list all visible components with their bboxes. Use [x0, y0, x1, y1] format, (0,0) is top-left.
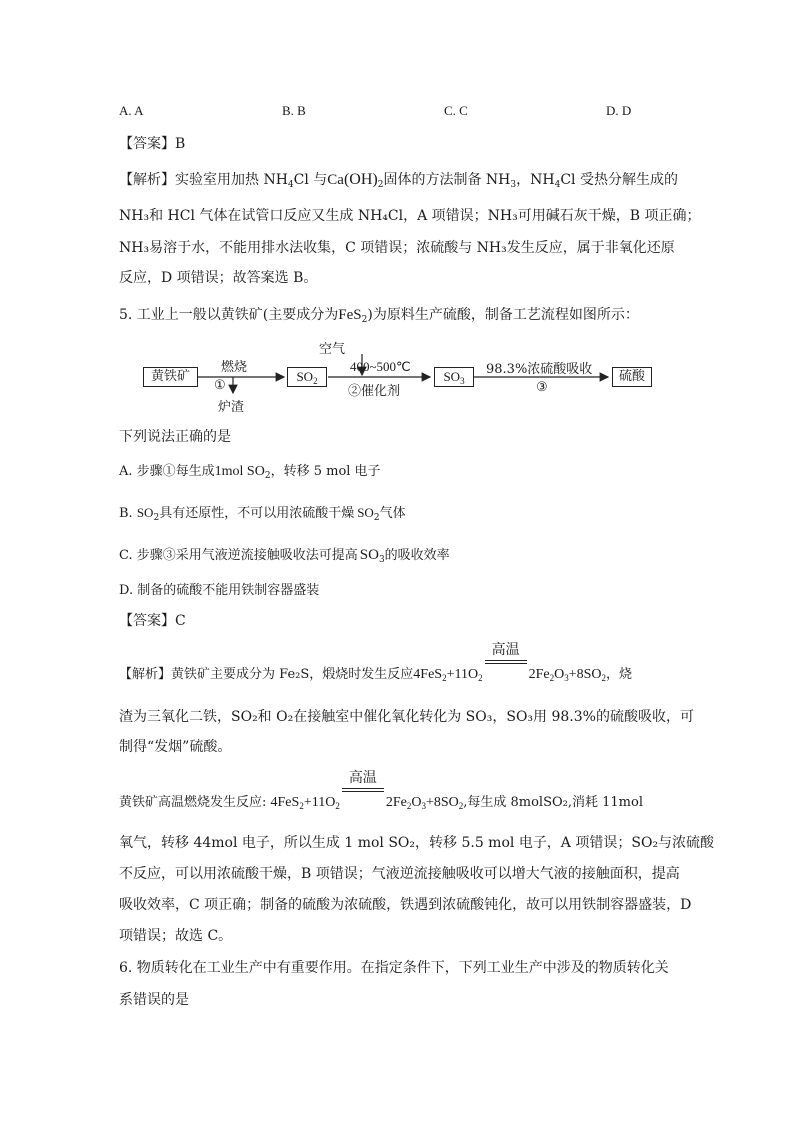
- q5-answer: 【答案】C: [119, 613, 186, 629]
- label-slag: 炉渣: [218, 400, 245, 415]
- label-burn: 燃烧: [221, 360, 248, 375]
- label-step3: ③: [536, 380, 548, 395]
- label-air: 空气: [319, 342, 346, 357]
- formula-fes: FeS: [338, 307, 362, 323]
- reaction-equation-1: $4FeS_2+11O_2$ 高温 $2Fe_2O_3+8SO_2$: [413, 642, 606, 683]
- text-segment: 实验室用加热 NH: [175, 172, 288, 188]
- text-segment: C. 步骤③采用气液逆流接触吸收法可提高: [119, 548, 358, 563]
- text-segment: ，转移 5 mol 电子: [270, 464, 381, 479]
- box-so2-text: SO: [296, 369, 314, 384]
- q5-question: 下列说法正确的是: [119, 429, 231, 445]
- q5-analysis-line-1: [119, 642, 633, 685]
- q5-analysis-line-8: 项错误；故选 C。: [119, 928, 233, 944]
- text-segment: Cl 与: [293, 172, 328, 188]
- q5-option-a: A. 步骤①每生成1mol $SO_2$，转移 5 mol 电子: [119, 464, 381, 481]
- formula-ca: Ca: [327, 172, 344, 188]
- q4-analysis-line-4: 反应，D 项错误；故答案选 B。: [119, 270, 318, 286]
- label-catalyst: ②催化剂: [348, 384, 401, 399]
- text-segment: 气体: [379, 506, 406, 521]
- option-c: C. C: [444, 103, 468, 118]
- box-sulfuric-acid: 硫酸: [612, 367, 652, 387]
- text-segment: ,每生成 8molSO₂,消耗 11mol: [463, 795, 643, 810]
- q4-analysis-line-2: NH₃和 HCl 气体在试管口反应又生成 NH₄Cl，A 项错误；NH₃可用碱石灰干燥，B 项正确；: [119, 208, 701, 224]
- formula-so3: SO: [359, 547, 379, 563]
- q5-analysis-line-5: 氧气，转移 44mol 电子，所以生成 1 mol SO₂，转移 5.5 mol 电子，A 项错误；SO₂与浓硫酸: [119, 835, 715, 851]
- q4-answer: 【答案】B: [119, 136, 186, 152]
- q5-stem: 5. 工业上一般以黄铁矿(主要成分为FeS$_2$)为原料生产硫酸，制备工艺流程如图所示：: [119, 307, 639, 325]
- condition-label: 高温: [491, 642, 520, 658]
- condition-arrow: [340, 770, 386, 806]
- q5-option-b: B. $SO_2$具有还原性，不可以用浓硫酸干燥 $SO_2$气体: [119, 505, 406, 523]
- text-segment: ，NH: [516, 172, 555, 188]
- text-segment: Cl 受热分解生成的: [560, 172, 678, 188]
- text-segment: 黄铁矿高温燃烧发生反应:: [119, 795, 271, 810]
- text-segment: 黄铁矿主要成分为 Fe₂S，煅烧时发生反应: [171, 667, 414, 682]
- box-pyrite: 黄铁矿: [143, 367, 198, 387]
- q5-analysis-line-6: 不反应，可以用浓硫酸干燥，B 项错误；气液逆流接触吸收可以增大气液的接触面积，提高: [119, 866, 680, 882]
- text-segment: A. 步骤①每生成: [119, 464, 215, 479]
- box-so3: $SO_3$: [434, 367, 474, 387]
- text-segment: 的吸收效率: [384, 548, 450, 563]
- label-temp: 400~500℃: [350, 359, 411, 374]
- label-step1: ①: [214, 378, 226, 393]
- q5-analysis-line-3: 制得“发烟”硫酸。: [119, 739, 232, 755]
- q5-option-c: C. 步骤③采用气液逆流接触吸收法可提高 $SO_3$的吸收效率: [119, 547, 450, 565]
- q4-analysis-line-3: NH₃易溶于水，不能用排水法收集，C 项错误；浓硫酸与 NH₃发生反应，属于非氧化还原: [119, 240, 675, 256]
- analysis-tag: 【解析】: [119, 667, 172, 682]
- q5-option-d: D. 制备的硫酸不能用铁制容器盛装: [119, 583, 320, 598]
- text-segment: 5. 工业上一般以黄铁矿(主要成分为: [119, 307, 339, 323]
- q5-analysis-line-7: 吸收效率，C 项正确；制备的硫酸为浓硫酸，铁遇到浓硫酸钝化，故可以用铁制容器盛装，D: [119, 897, 692, 913]
- condition-arrow: [483, 642, 529, 678]
- q5-analysis-line-2: 渣为三氧化二铁，SO₂和 O₂在接触室中催化氧化转化为 SO₃，SO₃用 98.3%的硫酸吸收，可: [119, 709, 694, 725]
- formula-so2: SO: [357, 505, 374, 520]
- q5-analysis-line-4: [119, 770, 643, 813]
- box-so2: $SO_2$: [287, 367, 327, 387]
- formula-so2: 1mol SO: [214, 464, 265, 479]
- condition-label: 高温: [348, 770, 377, 786]
- option-b: B. B: [282, 103, 306, 118]
- q4-analysis-line-1: 【解析】实验室用加热 $NH_4Cl$ 与$Ca(OH)_2$固体的方法制备 $NH_3$，$NH_4Cl$ 受热分解生成的: [119, 171, 678, 190]
- q6-stem-line-2: 系错误的是: [119, 992, 189, 1008]
- reaction-equation-2: $4FeS_2+11O_2$ 高温 $2Fe_2O_3+8SO_2$: [270, 770, 464, 811]
- formula-so2: SO: [136, 505, 154, 520]
- q6-stem-line-1: 6. 物质转化在工业生产中有重要作用。在指定条件下，下列工业生产中涉及的物质转化关: [119, 960, 669, 976]
- text-segment: 固体的方法制备 NH: [383, 172, 511, 188]
- label-absorb: 98.3%浓硫酸吸收: [486, 362, 593, 377]
- text-segment: B.: [119, 506, 137, 521]
- formula-oh: (OH): [343, 171, 378, 188]
- text-segment: 具有还原性，不可以用浓硫酸干燥: [159, 506, 355, 521]
- text-segment: ，烧: [606, 667, 633, 682]
- option-d: D. D: [606, 103, 632, 118]
- text-segment: )为原料生产硫酸，制备工艺流程如图所示：: [367, 307, 639, 323]
- box-so3-text: SO: [443, 369, 461, 384]
- analysis-tag: 【解析】: [119, 172, 175, 188]
- option-a: A. A: [119, 103, 144, 118]
